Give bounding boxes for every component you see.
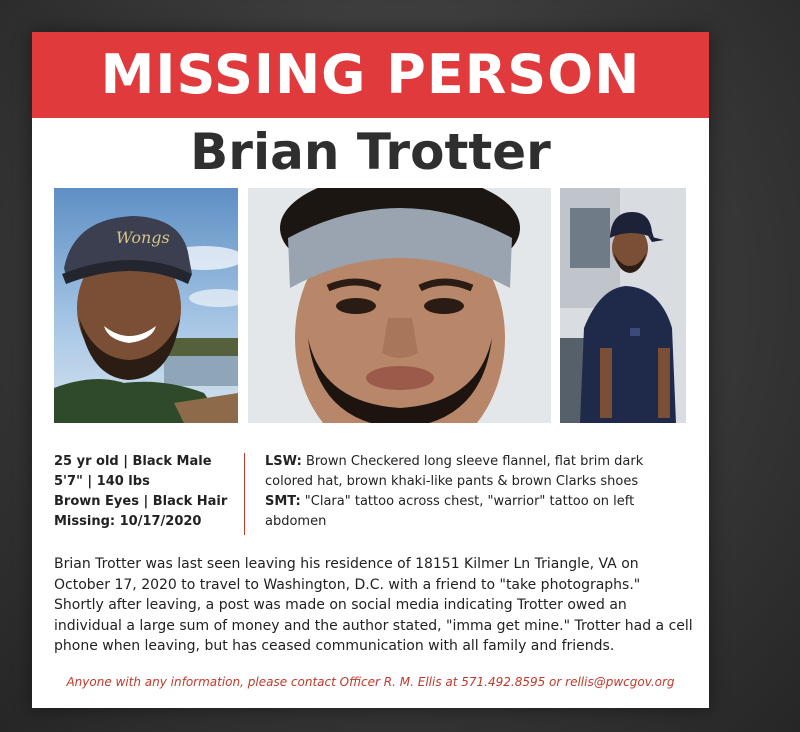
scars-marks-tattoos: [265, 492, 690, 531]
smt-label: SMT:: [265, 494, 301, 509]
banner: [32, 32, 709, 118]
vertical-divider: [244, 453, 245, 535]
narrative-paragraph: Brian Trotter was last seen leaving his residence of 18151 Kilmer Ln Triangle, VA on October 17, 2020 to travel to Washington, D.C. with a friend to "take photographs." Shortly after leaving, a post was made on social media indicating Trotter owed an individual a large sum of money and the author stated, "imma get mine." Trotter had a cell phone when leaving, but has ceased communication with all family and friends.: [54, 556, 693, 654]
fact-age-race: 25 yr old | Black Male: [54, 454, 212, 469]
clothing-and-marks: [265, 452, 690, 532]
photo-standing-navy-shirt: [560, 188, 686, 423]
fact-eyes-hair: Brown Eyes | Black Hair: [54, 494, 228, 509]
fact-missing-date: Missing: 10/17/2020: [54, 514, 202, 529]
banner-title: MISSING PERSON: [100, 43, 641, 106]
missing-person-poster: [32, 32, 709, 708]
fact-height-weight: 5'7" | 140 lbs: [54, 474, 150, 489]
photo-closeup-headband: [248, 188, 551, 423]
physical-facts: [54, 452, 244, 532]
last-seen-wearing: [265, 452, 690, 491]
lsw-label: LSW:: [265, 454, 302, 469]
photo-smiling-outdoors: [54, 188, 238, 423]
smt-text: "Clara" tattoo across chest, "warrior" tattoo on left abdomen: [265, 494, 635, 529]
svg-text:Wongs: Wongs: [116, 228, 170, 247]
contact-line: Anyone with any information, please contact Officer R. M. Ellis at 571.492.8595 or rellis@pwcgov.org: [66, 675, 675, 689]
lsw-text: Brown Checkered long sleeve flannel, flat brim dark colored hat, brown khaki-like pants & brown Clarks shoes: [265, 454, 644, 489]
person-name: Brian Trotter: [190, 123, 551, 181]
